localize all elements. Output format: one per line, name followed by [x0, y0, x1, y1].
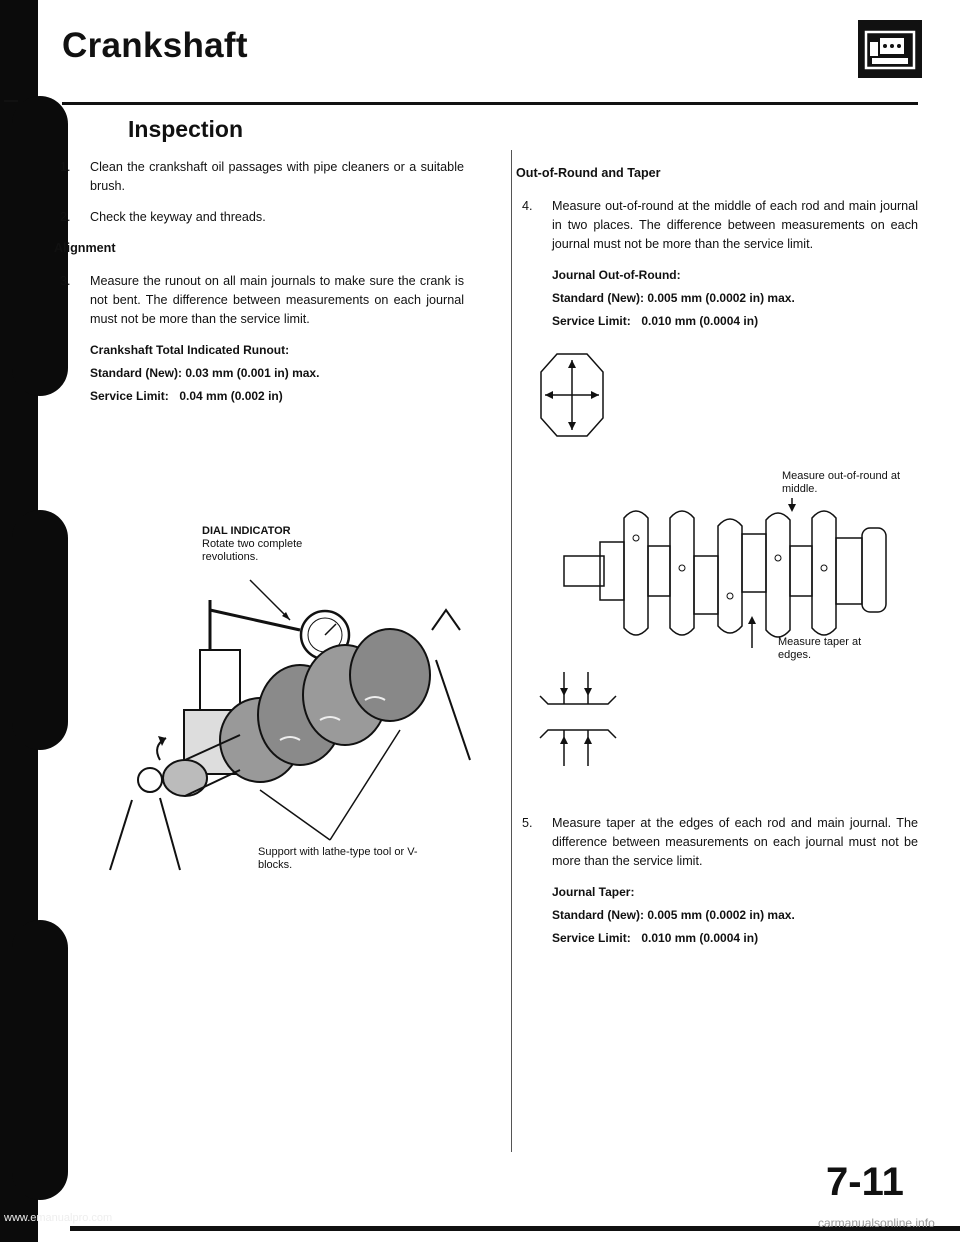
oor-spec-standard	[516, 289, 918, 308]
step-3	[54, 272, 464, 329]
section-title: Inspection	[128, 116, 244, 142]
right-column	[516, 160, 918, 345]
binding-spine-lobe	[12, 510, 68, 750]
column-divider	[511, 150, 512, 1152]
spec-label: Standard (New):	[552, 291, 645, 305]
step-number: 5.	[522, 816, 533, 830]
page-title: Crankshaft	[62, 26, 248, 65]
source-url[interactable]: www.emanualpro.com	[4, 1212, 113, 1224]
spec-label: Standard (New):	[552, 908, 645, 922]
spec-value: 0.010 mm (0.0004 in)	[641, 314, 759, 328]
step-text: Measure the runout on all main journals to make sure the crank is not bent. The difference between measurements on each journal must not be more than the service limit.	[90, 274, 464, 326]
crankshaft-journal-diagram	[560, 498, 900, 648]
spec-value: 0.010 mm (0.0004 in)	[641, 931, 759, 945]
measure-middle-note: Measure out-of-round at middle.	[782, 470, 901, 495]
dial-indicator-label: DIAL INDICATOR	[202, 525, 291, 537]
step-number: 4.	[522, 199, 533, 213]
dial-indicator-crankshaft-illustration	[140, 570, 470, 870]
page-number: 7-11	[826, 1160, 904, 1204]
runout-spec-limit	[54, 387, 464, 406]
left-column	[54, 158, 464, 420]
step-4	[516, 197, 918, 254]
taper-measure-diagram-bottom	[538, 728, 618, 768]
margin-dash	[4, 100, 18, 102]
step-text: Measure out-of-round at the middle of each rod and main journal in two places. The difference between measurements on each journal must not be more than the service limit.	[552, 199, 918, 251]
header-rule	[62, 102, 918, 105]
runout-spec-standard	[54, 364, 464, 383]
taper-spec-standard	[516, 906, 918, 925]
runout-spec-title: Crankshaft Total Indicated Runout:	[90, 343, 290, 357]
support-note: Support with lathe-type tool or V-blocks.	[258, 846, 418, 871]
step-number: 3.	[60, 274, 71, 288]
engine-section-icon	[858, 20, 922, 78]
step-5	[516, 814, 918, 871]
step-text: Clean the crankshaft oil passages with pipe cleaners or a suitable brush.	[90, 160, 464, 193]
step-text: Check the keyway and threads.	[90, 210, 266, 224]
spec-value: 0.03 mm (0.001 in) max.	[185, 366, 320, 380]
watermark-url[interactable]: carmanualsonline.info	[818, 1216, 935, 1230]
measure-taper-note: Measure taper at edges.	[778, 636, 862, 661]
spec-value: 0.005 mm (0.0002 in) max.	[647, 908, 795, 922]
dial-indicator-note: Rotate two complete revolutions.	[202, 538, 303, 563]
taper-section	[516, 814, 918, 962]
alignment-heading: Alignment	[54, 241, 116, 255]
oor-spec-limit	[516, 312, 918, 331]
step-number: 1.	[60, 160, 71, 174]
taper-measure-diagram-top	[538, 666, 618, 706]
spec-label: Service Limit:	[552, 931, 631, 945]
binding-spine-lobe	[12, 920, 68, 1200]
spec-label: Standard (New):	[90, 366, 183, 380]
step-number: 2.	[60, 210, 71, 224]
oor-spec-title: Journal Out-of-Round:	[552, 268, 681, 282]
taper-spec-limit	[516, 929, 918, 948]
out-of-round-measure-diagram	[537, 350, 607, 440]
spec-value: 0.005 mm (0.0002 in) max.	[647, 291, 795, 305]
spec-label: Service Limit:	[552, 314, 631, 328]
out-of-round-heading: Out-of-Round and Taper	[516, 166, 661, 180]
spec-value: 0.04 mm (0.002 in)	[179, 389, 283, 403]
taper-spec-title: Journal Taper:	[552, 885, 635, 899]
step-2	[54, 208, 464, 227]
step-text: Measure taper at the edges of each rod and main journal. The difference between measurements on each journal must not be more than the service limit.	[552, 816, 918, 868]
spec-label: Service Limit:	[90, 389, 169, 403]
step-1	[54, 158, 464, 196]
